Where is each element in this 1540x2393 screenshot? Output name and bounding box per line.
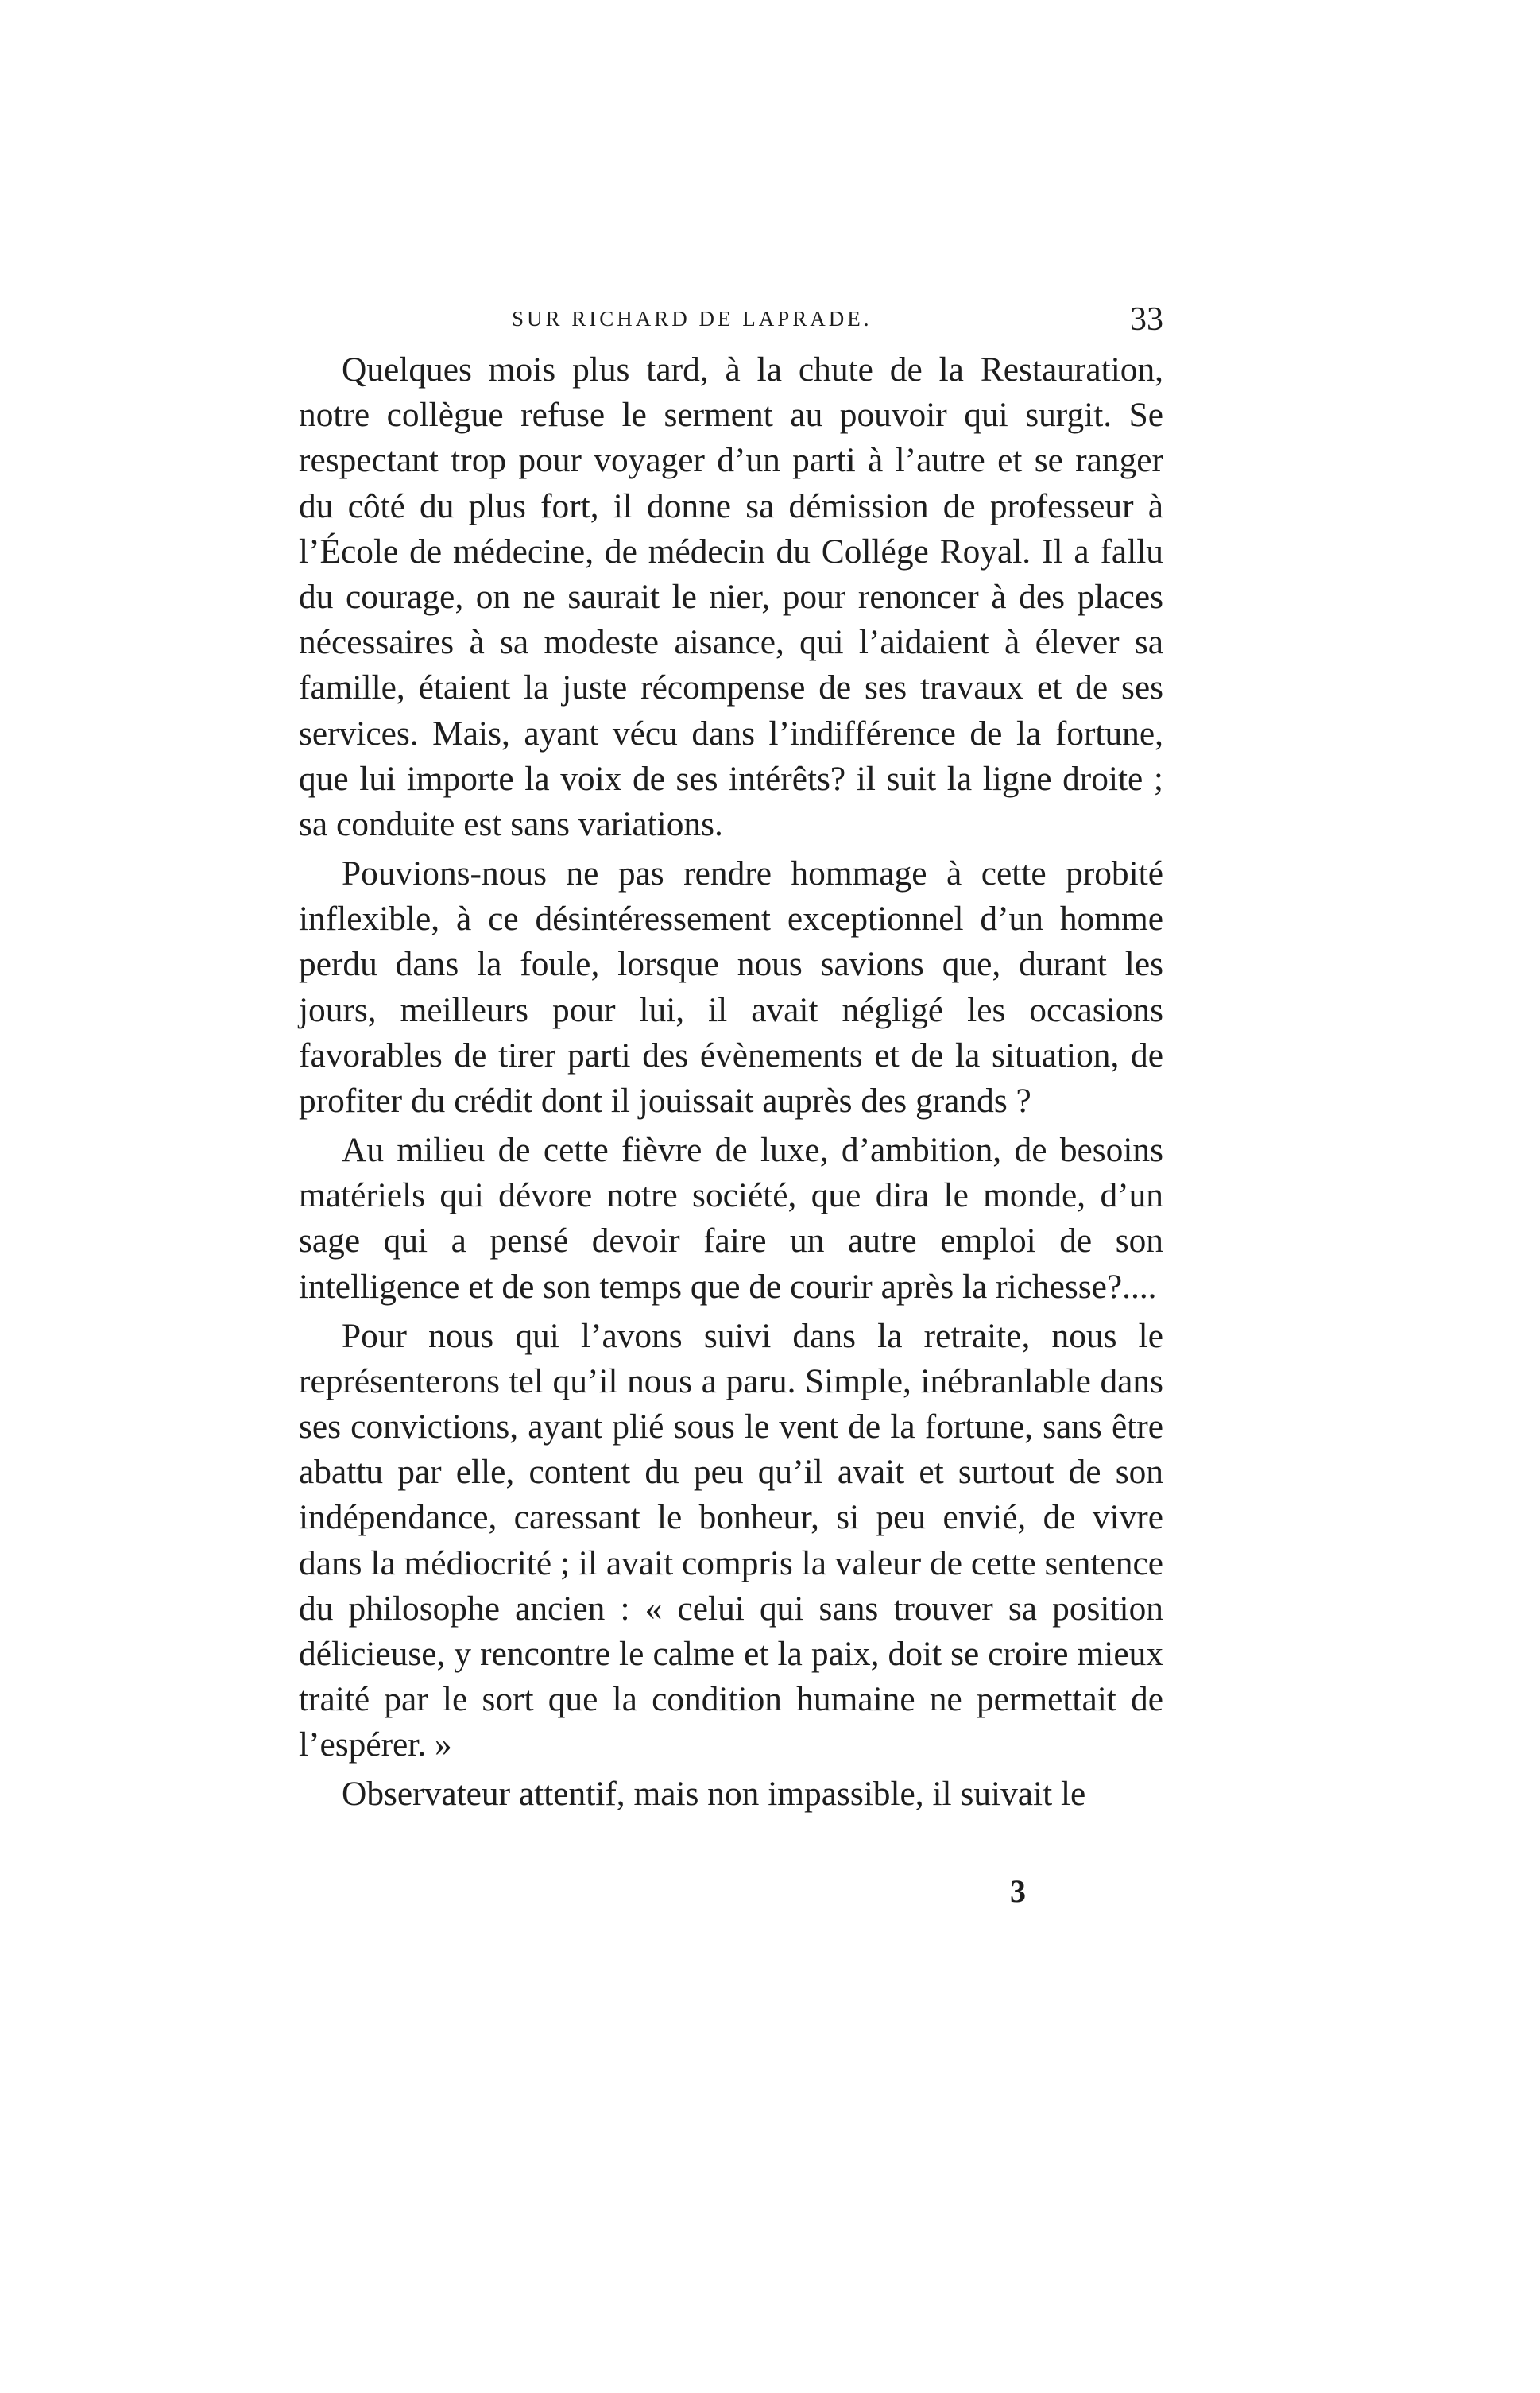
page-number: 33 bbox=[1130, 301, 1163, 338]
paragraph: Observateur attentif, mais non impassible, il suivait le bbox=[342, 1775, 1086, 1814]
paragraph: Quelques mois plus tard, à la chute de la Restauration, notre collègue refuse le serment au pouvoir qui surgit. Se respectant trop pour voyager d’un parti à l’autre et se ranger du côté du plus fort, il donne sa démission de professeur à l’École de médecine, de médecin du Collége Royal. Il a fallu du courage, on ne saurait le nier, pour renoncer à des places nécessaires à sa modeste aisance, qui l’aidaient à élever sa famille, étaient la juste récompense de ses travaux et de ses services. Mais, ayant vécu dans l’indifférence de la fortune, que lui importe la voix de ses intérêts? il suit la ligne droite ; sa conduite est sans variations. bbox=[299, 350, 1163, 844]
signature-mark: 3 bbox=[1010, 1873, 1026, 1909]
body-text bbox=[299, 347, 1163, 1821]
running-header-title: SUR RICHARD DE LAPRADE. bbox=[512, 307, 873, 331]
paragraph: Pouvions-nous ne pas rendre hommage à cette probité inflexible, à ce désintéressement exceptionnel d’un homme perdu dans la foule, lorsque nous savions que, durant les jours, meilleurs pour lui, il avait négligé les occasions favorables de tirer parti des évènements et de la situation, de profiter du crédit dont il jouissait auprès des grands ? bbox=[299, 854, 1163, 1121]
paragraph: Au milieu de cette fièvre de luxe, d’ambition, de besoins matériels qui dévore notre société, que dira le monde, d’un sage qui a pensé devoir faire un autre emploi de son intelligence et de son temps que de courir après la richesse?.... bbox=[299, 1131, 1163, 1306]
paragraph: Pour nous qui l’avons suivi dans la retraite, nous le représenterons tel qu’il nous a paru. Simple, inébranlable dans ses convictions, ayant plié sous le vent de la fortune, sans être abattu par elle, content du peu qu’il avait et surtout de son indépendance, caressant le bonheur, si peu envié, de vivre dans la médiocrité ; il avait compris la valeur de cette sentence du philosophe ancien : « celui qui sans trouver sa position délicieuse, y rencontre le calme et la paix, doit se croire mieux traité par le sort que la condition humaine ne permettait de l’espérer. » bbox=[299, 1316, 1163, 1764]
